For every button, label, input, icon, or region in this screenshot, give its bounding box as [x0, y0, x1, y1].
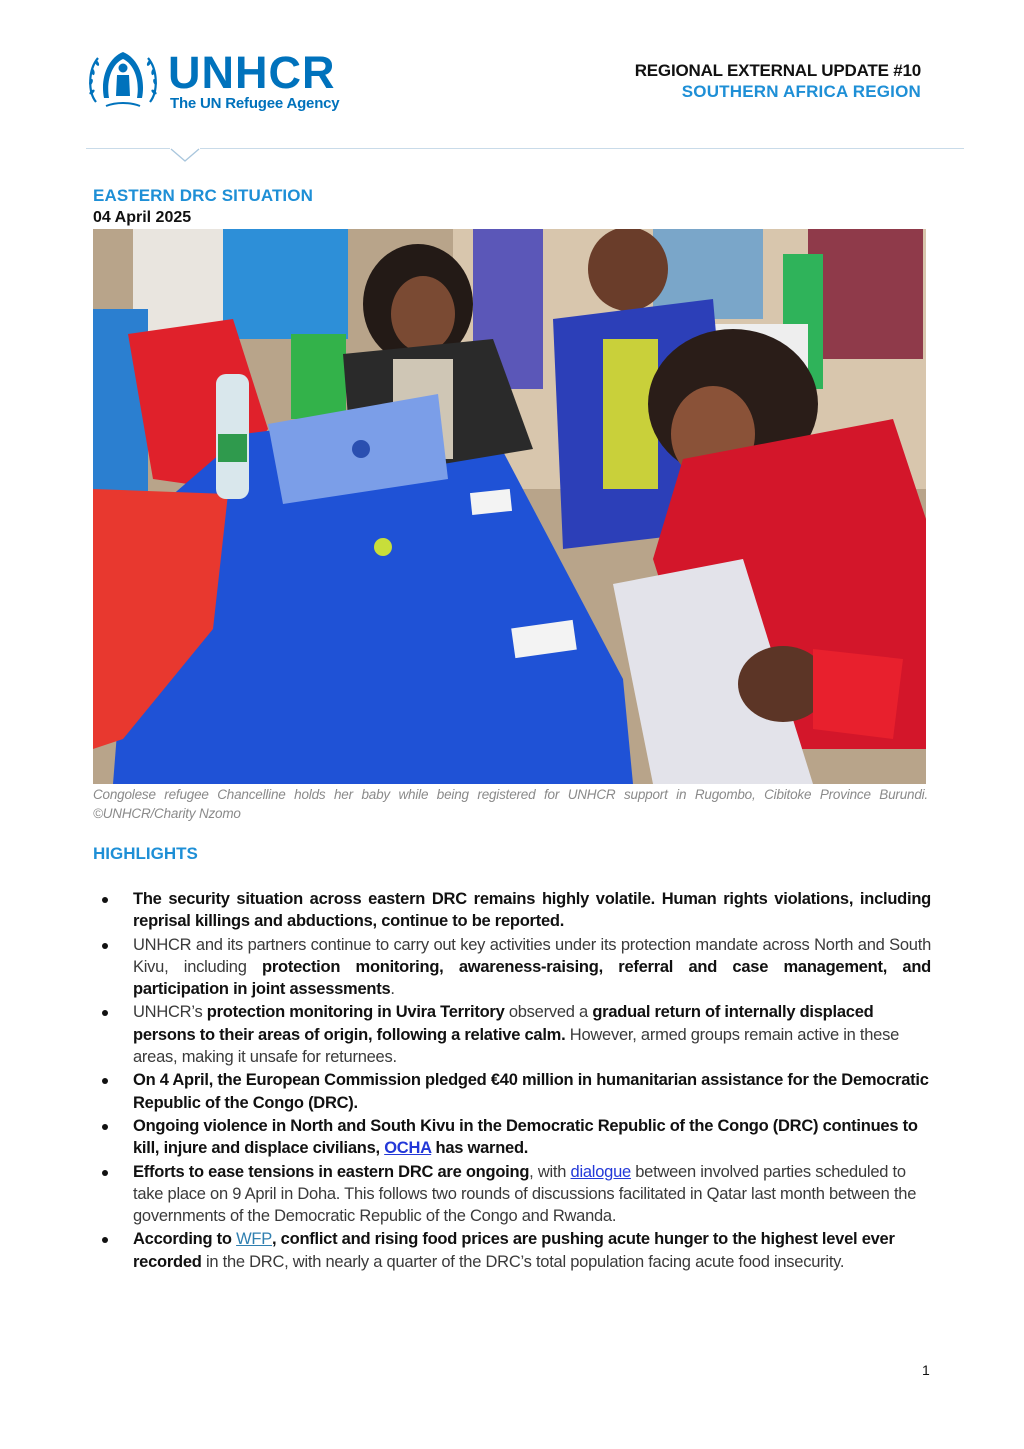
- unhcr-logo: [86, 48, 356, 118]
- logo-tagline: The UN Refugee Agency: [170, 95, 340, 112]
- highlight-bold-text: The security situation across eastern DRC remains highly volatile. Human rights violations, including reprisal killings and abductions, continue to be reported.: [133, 890, 931, 931]
- highlights-heading: HIGHLIGHTS: [93, 844, 198, 863]
- highlight-bold-text: has warned.: [431, 1139, 529, 1158]
- highlight-bold-text: According to: [133, 1230, 237, 1249]
- bullet-icon: [102, 943, 108, 949]
- table-sticker: [374, 538, 392, 556]
- highlight-item: [100, 934, 931, 1001]
- bullet-icon: [102, 1170, 108, 1176]
- bullet-icon: [102, 897, 108, 903]
- highlight-item: [100, 1069, 931, 1114]
- baby-wrap: [813, 649, 903, 739]
- report-header: [635, 61, 921, 102]
- bullet-icon: [102, 1010, 108, 1016]
- highlight-item: [100, 1001, 931, 1068]
- highlight-bold-text: protection monitoring, awareness-raising, referral and case management, and participation in joint assessments: [133, 957, 932, 999]
- highlight-item: [100, 1228, 931, 1273]
- highlight-text: .: [390, 980, 395, 999]
- unhcr-emblem-icon: [86, 48, 160, 112]
- page-number: 1: [922, 1362, 930, 1378]
- highlight-text: between involved parties scheduled to take place on 9 April in Doha. This follows two rounds of discussions facilitated in Qatar last month between the governments of the Democratic Republic of the Congo and Rwanda.: [133, 1162, 917, 1226]
- highlight-text: , with: [529, 1162, 571, 1181]
- paper-slip: [470, 489, 512, 515]
- link-dialogue[interactable]: dialogue: [570, 1162, 631, 1181]
- highlight-bold-text: gradual return of internally displaced persons to their areas of origin, following a relative calm.: [133, 1003, 874, 1044]
- situation-title: EASTERN DRC SITUATION: [93, 186, 313, 205]
- cover-photo: [93, 229, 926, 784]
- report-title: REGIONAL EXTERNAL UPDATE #10: [634, 61, 921, 80]
- highlight-text: UNHCR’s: [133, 1003, 207, 1022]
- highlight-text: in the DRC, with nearly a quarter of the DRC’s total population facing acute food insecurity.: [201, 1252, 845, 1271]
- header-divider: [86, 148, 964, 149]
- highlight-item: [100, 888, 931, 933]
- highlight-bold-text: Ongoing violence in North and South Kivu in the Democratic Republic of the Congo (DRC) continues to kill, injure and displace civilians,: [133, 1116, 918, 1158]
- young-man-head: [588, 229, 668, 311]
- highlight-text: However, armed groups remain active in these areas, making it unsafe for returnees.: [133, 1025, 900, 1067]
- photo-caption: Congolese refugee Chancelline holds her baby while being registered for UNHCR support in Rugombo, Cibitoke Province Burundi. ©UNHCR/Charity Nzomo: [93, 787, 928, 821]
- bullet-icon: [102, 1124, 108, 1130]
- highlight-text: UNHCR and its partners continue to carry out key activities under its protection mandate across North and South Kivu, including: [133, 935, 931, 976]
- report-region: SOUTHERN AFRICA REGION: [681, 82, 921, 101]
- link-wfp[interactable]: WFP: [236, 1230, 273, 1249]
- photo-illustration: [93, 229, 926, 784]
- report-date: 04 April 2025: [93, 209, 192, 226]
- highlight-bold-text: , conflict and rising food prices are pushing acute hunger to the: [272, 1230, 761, 1249]
- bottle-label: [218, 434, 247, 462]
- laptop-logo: [352, 440, 370, 458]
- chevron-down-icon: [170, 146, 200, 164]
- highlight-bold-text: protection monitoring in Uvira Territory: [206, 1003, 505, 1022]
- bullet-icon: [102, 1237, 108, 1243]
- person-bg-blue-vest: [223, 229, 348, 339]
- link-ocha[interactable]: OCHA: [384, 1139, 432, 1158]
- logo-wordmark: UNHCR: [168, 47, 336, 98]
- bullet-icon: [102, 1078, 108, 1084]
- highlight-item: [100, 1115, 931, 1160]
- person-bg-plaid: [808, 229, 923, 359]
- green-chair: [291, 334, 346, 419]
- highlight-bold-text: highest level ever recorded: [133, 1230, 895, 1271]
- highlight-item: [100, 1161, 931, 1228]
- highlights-list: [100, 888, 931, 1274]
- staff-face: [391, 276, 455, 352]
- highlight-bold-text: Efforts to ease tensions in eastern DRC are ongoing: [133, 1162, 530, 1181]
- highlight-bold-text: On 4 April, the European Commission pledged €40 million in humanitarian assistance for the Democratic Republic of the Congo (DRC).: [133, 1071, 929, 1112]
- highlight-text: observed a: [504, 1003, 593, 1022]
